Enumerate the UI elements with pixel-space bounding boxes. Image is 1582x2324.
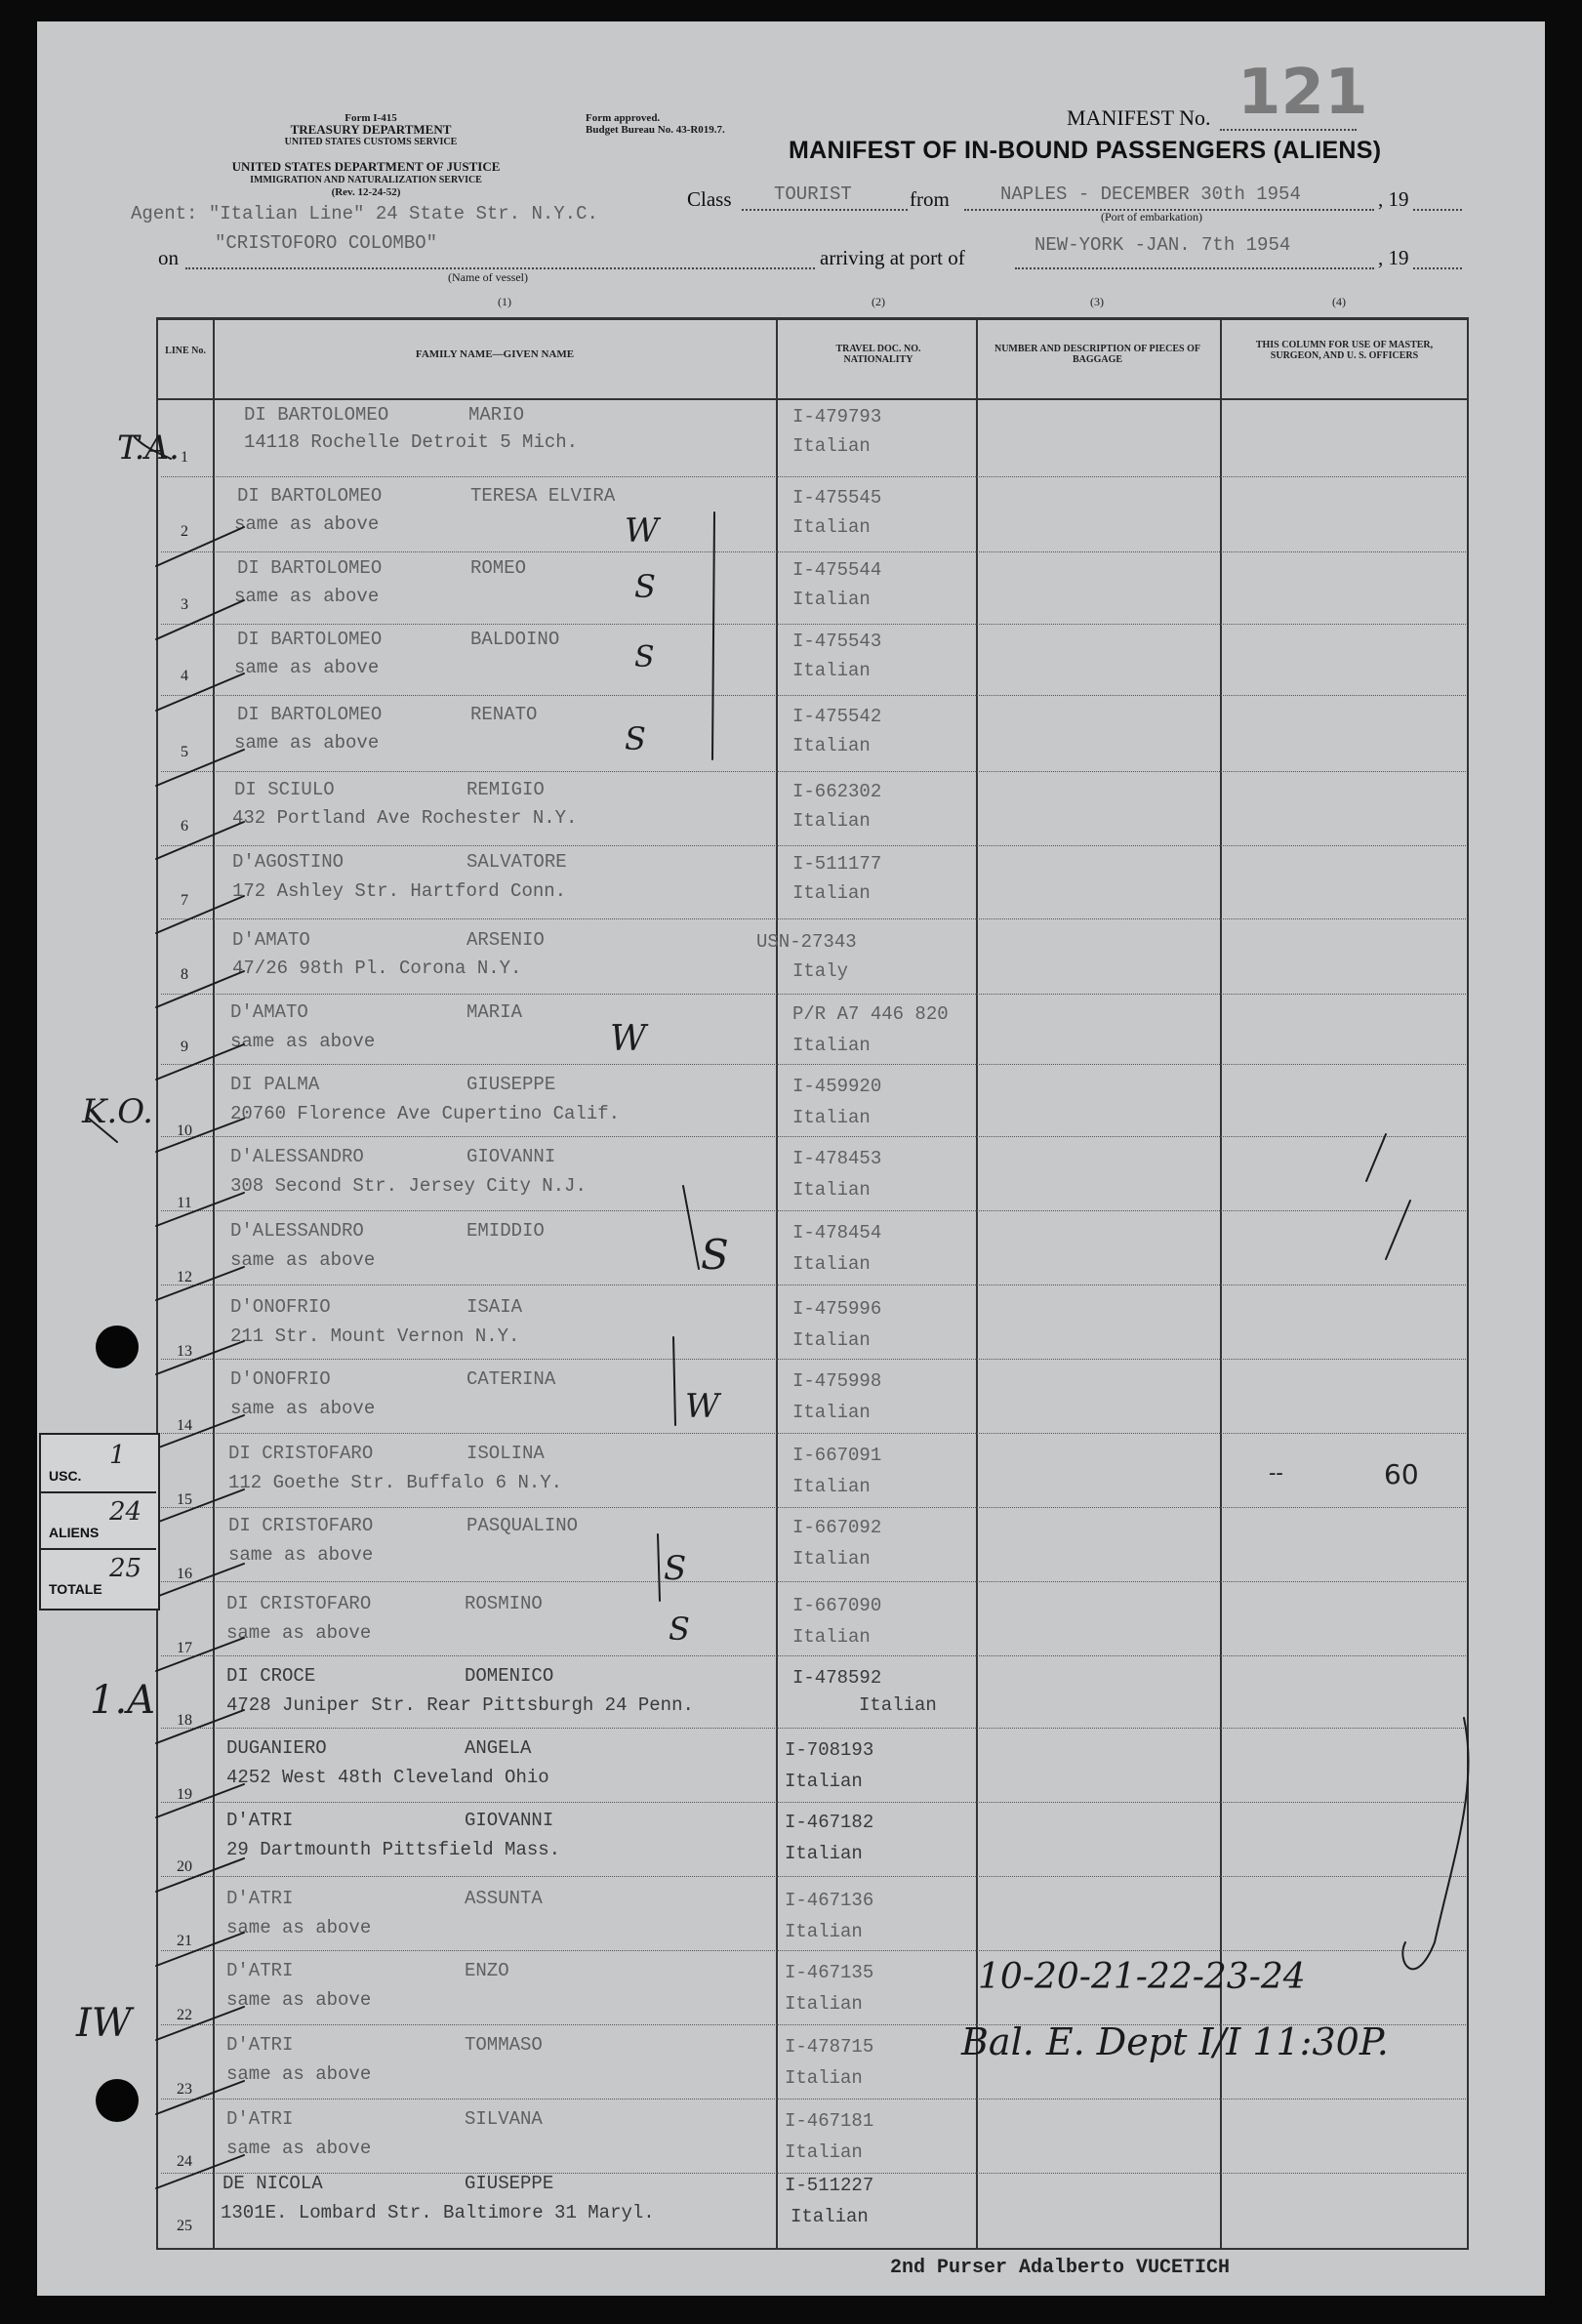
address: same as above [226, 1989, 372, 2011]
vessel-name: "CRISTOFORO COLOMBO" [215, 232, 438, 254]
address: 4252 West 48th Cleveland Ohio [226, 1767, 549, 1788]
given-name: GIOVANNI [465, 1810, 554, 1831]
nationality: Italy [792, 960, 849, 982]
travel-doc-number: I-667091 [792, 1445, 882, 1466]
family-name: DI CRISTOFARO [226, 1593, 372, 1614]
department-of-justice: UNITED STATES DEPARTMENT OF JUSTICE [231, 159, 501, 174]
nationality: Italian [792, 1035, 871, 1056]
nationality: Italian [792, 810, 871, 832]
address: same as above [226, 1622, 372, 1644]
usc-value: 1 [109, 1441, 126, 1470]
line-number: 14 [177, 1417, 192, 1434]
given-name: GIUSEPPE [465, 2173, 554, 2194]
travel-doc-number: I-667092 [792, 1517, 882, 1538]
family-name: DUGANIERO [226, 1737, 327, 1759]
address: 172 Ashley Str. Hartford Conn. [232, 880, 567, 902]
nationality: Italian [792, 1626, 871, 1648]
agent-line: Agent: "Italian Line" 24 State Str. N.Y.C. [131, 203, 598, 224]
form-number: Form I-415 [345, 112, 397, 124]
family-name: D'ATRI [226, 1960, 294, 1981]
travel-doc-number: I-475996 [792, 1298, 882, 1320]
given-name: RENATO [470, 704, 538, 725]
nationality: Italian [792, 435, 871, 457]
treasury-department: TREASURY DEPARTMENT [290, 122, 452, 137]
travel-doc-number: I-708193 [785, 1739, 874, 1761]
svg-text:S: S [634, 640, 655, 674]
family-name: D'ATRI [226, 2034, 294, 2056]
line-number: 12 [177, 1269, 192, 1285]
nationality: Italian [785, 2067, 863, 2089]
travel-doc-number: I-475545 [792, 487, 882, 509]
travel-doc-number: I-667090 [792, 1595, 882, 1616]
address: same as above [228, 1544, 374, 1566]
family-name: D'ATRI [226, 2108, 294, 2130]
totale-cell [41, 1548, 156, 1605]
address: 4728 Juniper Str. Rear Pittsburgh 24 Penn. [226, 1694, 694, 1716]
line-number: 20 [177, 1858, 192, 1875]
given-name: SALVATORE [466, 851, 567, 873]
travel-doc-number: I-475543 [792, 631, 882, 652]
travel-doc-number: USN-27343 [756, 931, 857, 953]
budget-bureau: Budget Bureau No. 43-R019.7. [586, 124, 725, 136]
travel-doc-number: I-459920 [792, 1076, 882, 1097]
line-number: 23 [177, 2081, 192, 2098]
address: same as above [234, 732, 380, 754]
family-name: DI BARTOLOMEO [237, 485, 383, 507]
on-label: on [158, 246, 179, 269]
aliens-label: ALIENS [49, 1525, 100, 1540]
svg-text:K.O.: K.O. [82, 1092, 153, 1131]
line-number: 13 [177, 1343, 192, 1360]
address: 432 Portland Ave Rochester N.Y. [232, 807, 578, 829]
line-number: 10 [177, 1122, 192, 1139]
arriving-label: arriving at port of [820, 246, 965, 269]
svg-text:W: W [625, 511, 659, 550]
given-name: TERESA ELVIRA [470, 485, 616, 507]
travel-doc-number: I-479793 [792, 406, 882, 428]
usc-label: USC. [49, 1468, 82, 1484]
family-name: DI PALMA [230, 1074, 320, 1095]
address: same as above [234, 586, 380, 607]
travel-doc-number: I-467182 [785, 1812, 874, 1833]
given-name: EMIDDIO [466, 1220, 545, 1242]
officers-column-note: 60 [1384, 1458, 1419, 1490]
svg-text:W: W [685, 1387, 719, 1426]
given-name: ENZO [465, 1960, 509, 1981]
line-number: 6 [181, 818, 188, 835]
address: same as above [230, 1249, 376, 1271]
totale-value: 25 [109, 1554, 142, 1583]
nationality: Italian [792, 660, 871, 681]
address: same as above [230, 1031, 376, 1052]
nationality: Italian [785, 1771, 863, 1792]
travel-doc-number: I-478592 [792, 1667, 882, 1689]
nationality: Italian [785, 1993, 863, 2015]
year-suffix-2: , 19 [1378, 246, 1409, 269]
svg-text:S: S [701, 1231, 729, 1279]
line-number: 19 [177, 1786, 192, 1803]
given-name: SILVANA [465, 2108, 543, 2130]
totale-label: TOTALE [49, 1581, 102, 1597]
travel-doc-number: I-511227 [785, 2175, 874, 2196]
travel-doc-number: I-475998 [792, 1370, 882, 1392]
svg-text:1.A: 1.A [90, 1678, 156, 1723]
year-suffix-1: , 19 [1378, 187, 1409, 211]
svg-text:W: W [610, 1019, 647, 1059]
line-number: 16 [177, 1566, 192, 1582]
column-number-4: (4) [1332, 295, 1346, 308]
given-name: CATERINA [466, 1368, 556, 1390]
line-number: 5 [181, 744, 188, 760]
address: same as above [226, 2063, 372, 2085]
line-number: 2 [181, 523, 188, 540]
family-name: DI BARTOLOMEO [244, 404, 389, 426]
family-name: DI SCIULO [234, 779, 335, 800]
line-number: 11 [177, 1195, 192, 1211]
nationality: Italian [792, 735, 871, 756]
purser-signature-line: 2nd Purser Adalberto VUCETICH [890, 2257, 1231, 2279]
usc-cell [41, 1435, 156, 1493]
nationality: Italian [792, 1402, 871, 1423]
family-name: D'ONOFRIO [230, 1368, 331, 1390]
nationality: Italian [792, 589, 871, 610]
line-number: 24 [177, 2153, 192, 2170]
family-name: D'ATRI [226, 1810, 294, 1831]
family-name: D'AGOSTINO [232, 851, 345, 873]
manifest-title: MANIFEST OF IN-BOUND PASSENGERS (ALIENS) [789, 137, 1382, 164]
line-number: 4 [181, 668, 188, 684]
manifest-number: 121 [1237, 57, 1368, 129]
family-name: D'AMATO [232, 929, 310, 951]
column-number-2: (2) [872, 295, 885, 308]
line-number: 7 [181, 892, 188, 909]
given-name: BALDOINO [470, 629, 560, 650]
svg-text:S: S [634, 568, 656, 605]
vessel-caption: (Name of vessel) [448, 270, 528, 284]
line-number: 17 [177, 1640, 192, 1656]
column-number-1: (1) [498, 295, 511, 308]
line-number: 9 [181, 1039, 188, 1055]
nationality: Italian [785, 2141, 863, 2163]
column-number-3: (3) [1090, 295, 1104, 308]
address: same as above [234, 513, 380, 535]
given-name: ISAIA [466, 1296, 523, 1318]
line-number: 25 [177, 2218, 192, 2234]
address: same as above [230, 1398, 376, 1419]
handwritten-line-note: 10-20-21-22-23-24 [978, 1957, 1306, 1997]
class-value: TOURIST [774, 183, 852, 205]
customs-service: UNITED STATES CUSTOMS SERVICE [284, 137, 458, 147]
travel-doc-number: I-467181 [785, 2110, 874, 2132]
svg-text:S: S [669, 1610, 690, 1648]
address: same as above [226, 2138, 372, 2159]
nationality: Italian [785, 1843, 863, 1864]
given-name: ANGELA [465, 1737, 532, 1759]
line-number: 21 [177, 1933, 192, 1949]
baggage-header: NUMBER AND DESCRIPTION OF PIECES OF BAGGAGE [994, 344, 1201, 365]
given-name: TOMMASO [465, 2034, 543, 2056]
given-name: ROMEO [470, 557, 527, 579]
family-name: DI BARTOLOMEO [237, 704, 383, 725]
line-no-header: LINE No. [165, 346, 206, 356]
travel-doc-number: P/R A7 446 820 [792, 1003, 949, 1025]
line-number: 22 [177, 2007, 192, 2023]
line-number: 8 [181, 966, 188, 983]
nationality: Italian [792, 1179, 871, 1201]
nationality: Italian [792, 1253, 871, 1275]
family-name: DI BARTOLOMEO [237, 629, 383, 650]
given-name: ASSUNTA [465, 1888, 543, 1909]
given-name: ISOLINA [466, 1443, 545, 1464]
nationality: Italian [791, 2206, 869, 2227]
family-name: D'ALESSANDRO [230, 1146, 364, 1167]
nationality: Italian [792, 1329, 871, 1351]
manifest-no-label: MANIFEST No. [1067, 105, 1211, 130]
aliens-value: 24 [109, 1497, 142, 1527]
family-name: DI BARTOLOMEO [237, 557, 383, 579]
travel-doc-number: I-511177 [792, 853, 882, 875]
given-name: GIOVANNI [466, 1146, 556, 1167]
travel-doc-number: I-475542 [792, 706, 882, 727]
nationality: Italian [792, 1107, 871, 1128]
line-number: 3 [181, 596, 188, 613]
nationality: Italian [785, 1921, 863, 1942]
ins-service: IMMIGRATION AND NATURALIZATION SERVICE [250, 175, 482, 185]
class-label: Class [687, 187, 732, 211]
travel-doc-number: I-475544 [792, 559, 882, 581]
address: same as above [226, 1917, 372, 1938]
address: 211 Str. Mount Vernon N.Y. [230, 1325, 520, 1347]
given-name: PASQUALINO [466, 1515, 579, 1536]
given-name: MARIO [468, 404, 525, 426]
passenger-count-stamp [39, 1433, 160, 1610]
address: same as above [234, 657, 380, 678]
svg-text:IW: IW [76, 2001, 132, 2046]
given-name: MARIA [466, 1001, 523, 1023]
from-value: NAPLES - DECEMBER 30th 1954 [1000, 183, 1301, 205]
family-name: D'ATRI [226, 1888, 294, 1909]
family-name: DI CRISTOFARO [228, 1515, 374, 1536]
aliens-cell [41, 1491, 156, 1550]
nationality: Italian [792, 516, 871, 538]
travel-doc-number: I-662302 [792, 781, 882, 802]
officers-header: THIS COLUMN FOR USE OF MASTER, SURGEON, AND U. S. OFFICERS [1255, 340, 1434, 361]
family-name: D'AMATO [230, 1001, 308, 1023]
family-name: D'ONOFRIO [230, 1296, 331, 1318]
address: 1301E. Lombard Str. Baltimore 31 Maryl. [221, 2202, 655, 2223]
nationality: Italian [792, 1476, 871, 1497]
line-number: 1 [181, 449, 188, 466]
nationality: Italian [859, 1694, 937, 1716]
address: 308 Second Str. Jersey City N.J. [230, 1175, 587, 1197]
travel-doc-number: I-467136 [785, 1890, 874, 1911]
handwritten-baggage-note: Bal. E. Dept I/I 11:30P. [961, 2020, 1389, 2063]
address: 112 Goethe Str. Buffalo 6 N.Y. [228, 1472, 563, 1493]
svg-text:--: -- [1269, 1461, 1283, 1486]
address: 20760 Florence Ave Cupertino Calif. [230, 1103, 621, 1124]
family-name: DI CRISTOFARO [228, 1443, 374, 1464]
form-approved: Form approved. [586, 112, 661, 124]
line-number: 15 [177, 1491, 192, 1508]
nationality: Italian [792, 882, 871, 904]
family-name: DI CROCE [226, 1665, 316, 1687]
travel-doc-number: I-478715 [785, 2036, 874, 2058]
line-number: 18 [177, 1712, 192, 1729]
form-revision: (Rev. 12-24-52) [331, 186, 401, 198]
travel-doc-header: TRAVEL DOC. NO. NATIONALITY [835, 344, 921, 365]
travel-doc-number: I-478453 [792, 1148, 882, 1169]
svg-text:S: S [625, 720, 646, 757]
from-label: from [910, 187, 950, 211]
address: 29 Dartmounth Pittsfield Mass. [226, 1839, 561, 1860]
family-name-header: FAMILY NAME—GIVEN NAME [415, 348, 575, 360]
given-name: GIUSEPPE [466, 1074, 556, 1095]
travel-doc-number: I-467135 [785, 1962, 874, 1983]
given-name: DOMENICO [465, 1665, 554, 1687]
port-of-embarkation-caption: (Port of embarkation) [1101, 210, 1202, 224]
arriving-value: NEW-YORK -JAN. 7th 1954 [1034, 234, 1291, 256]
svg-text:S: S [664, 1549, 687, 1588]
nationality: Italian [792, 1548, 871, 1570]
given-name: REMIGIO [466, 779, 545, 800]
svg-text:T.A.: T.A. [117, 428, 180, 468]
address: 14118 Rochelle Detroit 5 Mich. [244, 431, 579, 453]
address: 47/26 98th Pl. Corona N.Y. [232, 958, 522, 979]
family-name: DE NICOLA [223, 2173, 323, 2194]
travel-doc-number: I-478454 [792, 1222, 882, 1244]
given-name: ROSMINO [465, 1593, 543, 1614]
given-name: ARSENIO [466, 929, 545, 951]
family-name: D'ALESSANDRO [230, 1220, 364, 1242]
